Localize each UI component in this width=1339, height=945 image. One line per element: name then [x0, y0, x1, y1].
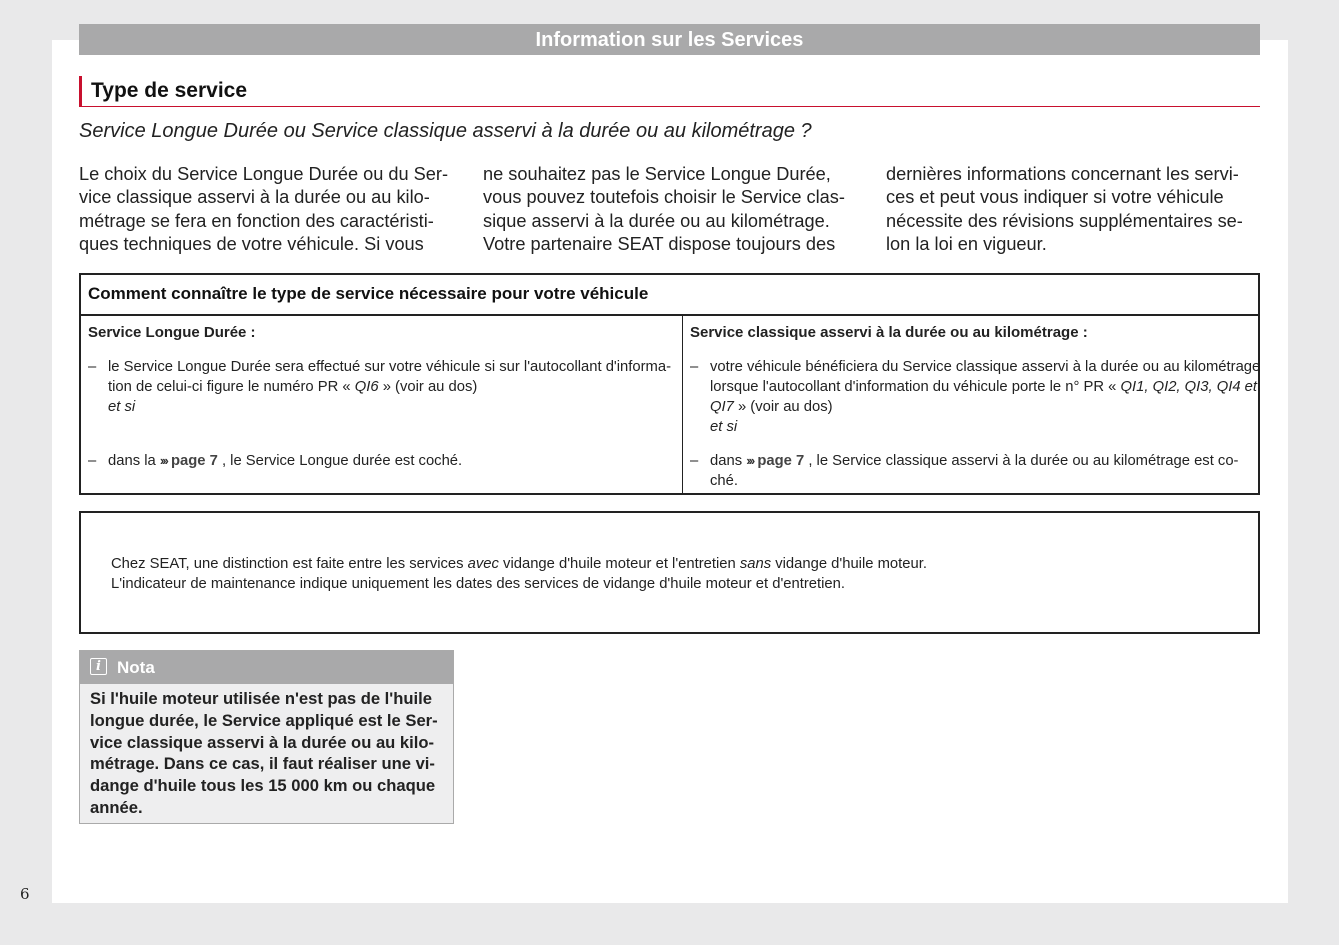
body-line: vous pouvez toutefois choisir le Service clas-: [483, 187, 845, 208]
bullet-line: [710, 377, 1258, 397]
list-item: [88, 357, 674, 417]
nota-line: longue durée, le Service appliqué est le Ser-: [90, 710, 438, 730]
nota-line: métrage. Dans ce cas, il faut réaliser une vi-: [90, 754, 435, 774]
nota-line: dange d'huile tous les 15 000 km ou chaque: [90, 776, 436, 796]
list-item: [690, 357, 1261, 437]
bullet-line: [108, 377, 674, 397]
pr-codes: QI1, QI2, QI3, QI4 et: [1120, 379, 1258, 395]
nota-box: [79, 650, 454, 824]
text: tion de celui-ci figure le numéro PR «: [108, 379, 355, 395]
list-item: [88, 451, 674, 471]
bullet-line: et si: [710, 419, 738, 435]
body-line: nécessite des révisions supplémentaires se-: [886, 210, 1243, 231]
body-line: métrage se fera en fonction des caractéristi-: [79, 210, 434, 231]
table-title: Comment connaître le type de service nécessaire pour votre véhicule: [81, 275, 1258, 316]
nota-body: [80, 684, 453, 819]
body-line: Votre partenaire SEAT dispose toujours des: [483, 234, 836, 255]
cross-reference-arrow-icon: ›››: [159, 453, 167, 468]
text: lorsque l'autocollant d'information du véhicule porte le n° PR «: [710, 379, 1121, 395]
table-cell-classique: [683, 316, 1261, 493]
info-line: [111, 554, 927, 574]
bullet-line: votre véhicule bénéficiera du Service classique asservi à la durée ou au kilométrage: [710, 359, 1261, 375]
header-title: Information sur les Services: [79, 24, 1260, 55]
bullet-line: [710, 451, 1250, 471]
nota-title: Nota: [117, 658, 155, 677]
page-number: 6: [20, 885, 30, 903]
body-column-2: [483, 163, 855, 257]
cell-title: Service classique asservi à la durée ou au kilométrage :: [690, 324, 1088, 341]
dash: –: [88, 453, 97, 469]
nota-line: année.: [90, 797, 143, 817]
bullet-line: ché.: [710, 473, 738, 489]
info-icon: i: [90, 658, 107, 675]
text: Chez SEAT, une distinction est faite entre les services: [111, 556, 468, 572]
text: » (voir au dos): [733, 399, 833, 415]
section-title: Type de service: [79, 76, 1260, 107]
body-column-3: [886, 163, 1258, 257]
nota-header: [80, 651, 453, 684]
dash: –: [690, 359, 699, 375]
pr-code: QI6: [354, 379, 379, 395]
info-line: L'indicateur de maintenance indique uniquement les dates des services de vidange d'huile moteur et d'entretien.: [111, 576, 845, 592]
text: vidange d'huile moteur et l'entretien: [498, 556, 740, 572]
service-type-table: [79, 273, 1260, 495]
pr-code: QI7: [710, 399, 734, 415]
page-reference-link[interactable]: page 7: [170, 453, 218, 469]
body-line: sique asservi à la durée ou au kilométrage.: [483, 210, 830, 231]
body-line: ne souhaitez pas le Service Longue Durée,: [483, 164, 831, 184]
text: dans: [710, 453, 747, 469]
body-line: lon la loi en vigueur.: [886, 234, 1047, 255]
dash: –: [690, 453, 699, 469]
body-line: ces et peut vous indiquer si votre véhicule: [886, 187, 1224, 208]
bullet-line: [710, 397, 1250, 417]
body-line: vice classique asservi à la durée ou au kilo-: [79, 187, 430, 208]
nota-line: Si l'huile moteur utilisée n'est pas de l'huile: [90, 689, 432, 708]
text: dans la: [108, 453, 160, 469]
dash: –: [88, 359, 97, 375]
table-cell-longue-duree: [81, 316, 683, 493]
text: vidange d'huile moteur.: [771, 556, 927, 572]
cross-reference-arrow-icon: ›››: [746, 453, 754, 468]
cell-title: Service Longue Durée :: [88, 324, 256, 341]
body-line: ques techniques de votre véhicule. Si vous: [79, 234, 424, 255]
emphasis: sans: [739, 556, 772, 572]
info-box: [79, 511, 1260, 634]
body-line: Le choix du Service Longue Durée ou du Ser-: [79, 164, 449, 184]
list-item: [690, 451, 1250, 491]
section-subtitle: Service Longue Durée ou Service classique asservi à la durée ou au kilométrage ?: [79, 120, 812, 142]
bullet-line: le Service Longue Durée sera effectué sur votre véhicule si sur l'autocollant d'informa-: [108, 359, 672, 375]
emphasis: avec: [467, 556, 499, 572]
nota-line: vice classique asservi à la durée ou au kilo-: [90, 732, 435, 752]
body-column-1: [79, 163, 451, 257]
body-line: dernières informations concernant les servi-: [886, 164, 1239, 184]
bullet-line: [108, 451, 674, 471]
text: » (voir au dos): [378, 379, 478, 395]
text: , le Service classique asservi à la durée ou au kilométrage est co-: [804, 453, 1239, 469]
bullet-line: et si: [108, 399, 136, 415]
page-reference-link[interactable]: page 7: [757, 453, 805, 469]
text: , le Service Longue durée est coché.: [217, 453, 463, 469]
